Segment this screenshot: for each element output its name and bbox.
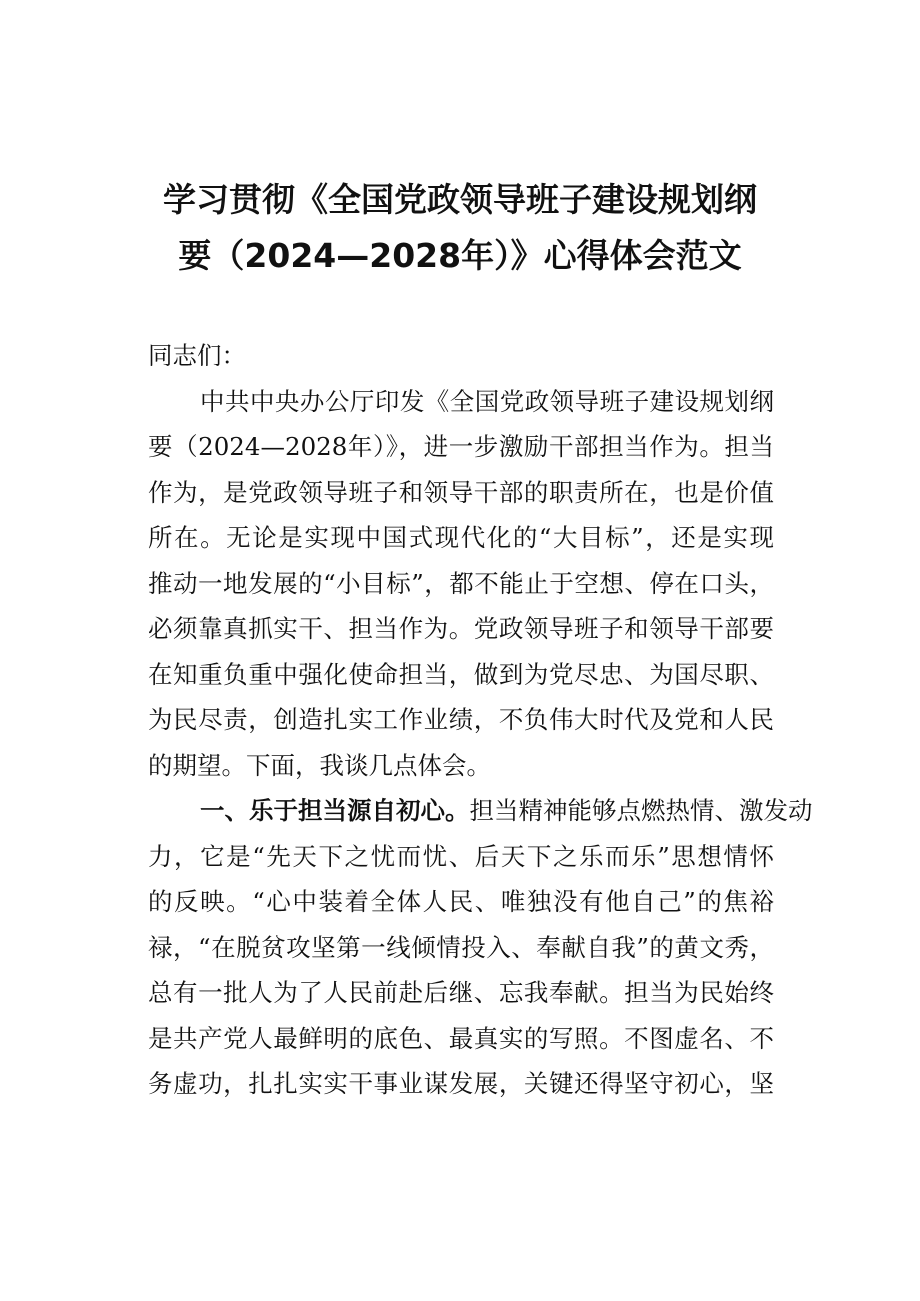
paragraph-line: 的期望。下面，我谈几点体会。 [148,750,491,780]
paragraph-line: 总有一批人为了人民前赴后继、忘我奉献。担当为民始终 [148,978,774,1007]
paragraph-intro [148,379,774,789]
paragraph-section-1 [148,788,813,1107]
paragraph-line: 中共中央办公厅印发《全国党政领导班子建设规划纲 [200,386,774,416]
section-text: 担当精神能够点燃热情、激发动 [469,796,813,825]
paragraph-line [148,788,813,834]
salutation: 同志们： [148,341,246,370]
paragraph-line: 为民尽责，创造扎实工作业绩，不负伟大时代及党和人民 [148,705,774,734]
section-heading: 一、乐于担当源自初心。 [200,796,470,825]
document-body [148,333,813,1107]
paragraph-line: 力，它是“先天下之忧而忧、后天下之乐而乐”思想情怀 [148,841,774,871]
paragraph-line: 的反映。“心中装着全体人民、唯独没有他自己”的焦裕 [148,887,774,916]
paragraph-line: 必须靠真抓实干、担当作为。党政领导班子和领导干部要 [148,614,774,643]
paragraph-line: 禄，“在脱贫攻坚第一线倾情投入、奉献自我”的黄文秀， [148,932,774,962]
paragraph-line: 所在。无论是实现中国式现代化的“大目标”，还是实现 [148,523,774,552]
paragraph-line: 要（2024—2028年）》，进一步激励干部担当作为。担当 [148,432,774,461]
title-line-2: 要（2024—2028年）》心得体会范文 [178,236,742,275]
document-title [110,172,810,284]
paragraph-line: 在知重负重中强化使命担当，做到为党尽忠、为国尽职、 [148,659,774,689]
paragraph-line: 是共产党人最鲜明的底色、最真实的写照。不图虚名、不 [148,1023,774,1053]
paragraph-line: 作为，是党政领导班子和领导干部的职责所在，也是价值 [148,477,774,507]
paragraph-line: 务虚功，扎扎实实干事业谋发展，关键还得坚守初心，坚 [148,1069,774,1098]
title-line-1: 学习贯彻《全国党政领导班子建设规划纲 [163,180,757,219]
paragraph-line: 推动一地发展的“小目标”，都不能止于空想、停在口头， [148,568,774,598]
